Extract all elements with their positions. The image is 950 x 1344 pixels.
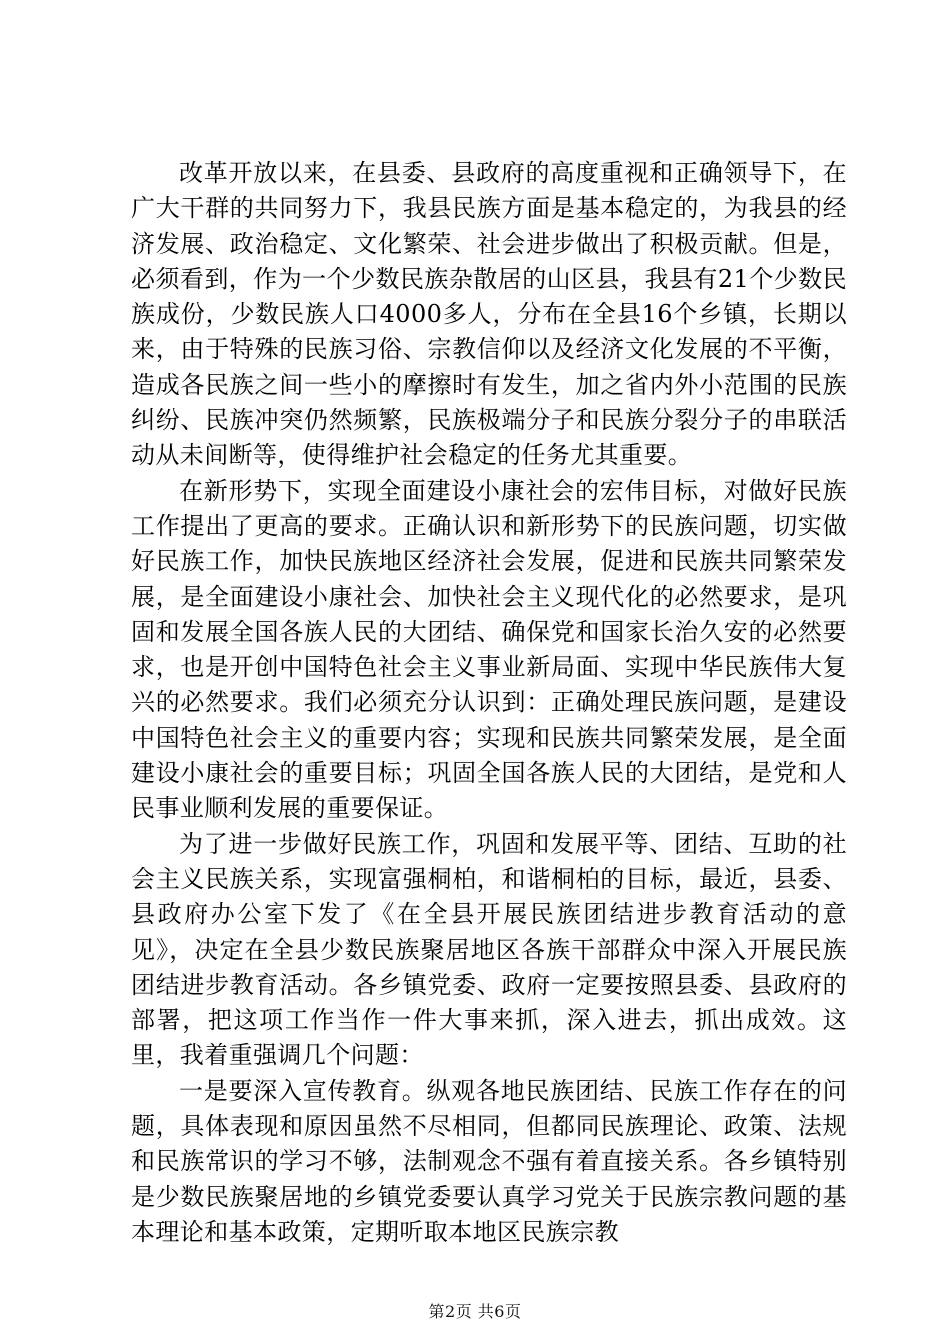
paragraph: 一是要深入宣传教育。纵观各地民族团结、民族工作存在的问题，具体表现和原因虽然不尽相同，但都同民族理论、政策、法规和民族常识的学习不够，法制观念不强有着直接关系。各乡镇特别是少数民族聚居地的乡镇党委要认真学习党关于民族宗教问题的基本理论和基本政策，定期听取本地区民族宗教 <box>131 1076 847 1246</box>
document-body <box>131 156 847 1250</box>
paragraph: 改革开放以来，在县委、县政府的高度重视和正确领导下，在广大干群的共同努力下，我县民族方面是基本稳定的，为我县的经济发展、政治稳定、文化繁荣、社会进步做出了积极贡献。但是，必须看到，作为一个少数民族杂散居的山区县，我县有21个少数民族成份，少数民族人口4000多人，分布在全县16个乡镇，长期以来，由于特殊的民族习俗、宗教信仰以及经济文化发展的不平衡，造成各民族之间一些小的摩擦时有发生，加之省内外小范围的民族纠纷、民族冲突仍然频繁，民族极端分子和民族分裂分子的串联活动从未间断等，使得维护社会稳定的任务尤其重要。 <box>131 159 847 470</box>
paragraph: 为了进一步做好民族工作，巩固和发展平等、团结、互助的社会主义民族关系，实现富强桐柏，和谐桐柏的目标，最近，县委、县政府办公室下发了《在全县开展民族团结进步教育活动的意见》，决定在全县少数民族聚居地区各族干部群众中深入开展民族团结进步教育活动。各乡镇党委、政府一定要按照县委、县政府的部署，把这项工作当作一件大事来抓，深入进去，抓出成效。这里，我着重强调几个问题： <box>131 829 847 1070</box>
paragraph: 在新形势下，实现全面建设小康社会的宏伟目标，对做好民族工作提出了更高的要求。正确认识和新形势下的民族问题，切实做好民族工作，加快民族地区经济社会发展，促进和民族共同繁荣发展，是全面建设小康社会、加快社会主义现代化的必然要求，是巩固和发展全国各族人民的大团结、确保党和国家长治久安的必然要求，也是开创中国特色社会主义事业新局面、实现中华民族伟大复兴的必然要求。我们必须充分认识到：正确处理民族问题，是建设中国特色社会主义的重要内容；实现和民族共同繁荣发展，是全面建设小康社会的重要目标；巩固全国各族人民的大团结，是党和人民事业顺利发展的重要保证。 <box>131 476 847 823</box>
page-number-footer: 第2页 共6页 <box>428 1302 522 1321</box>
